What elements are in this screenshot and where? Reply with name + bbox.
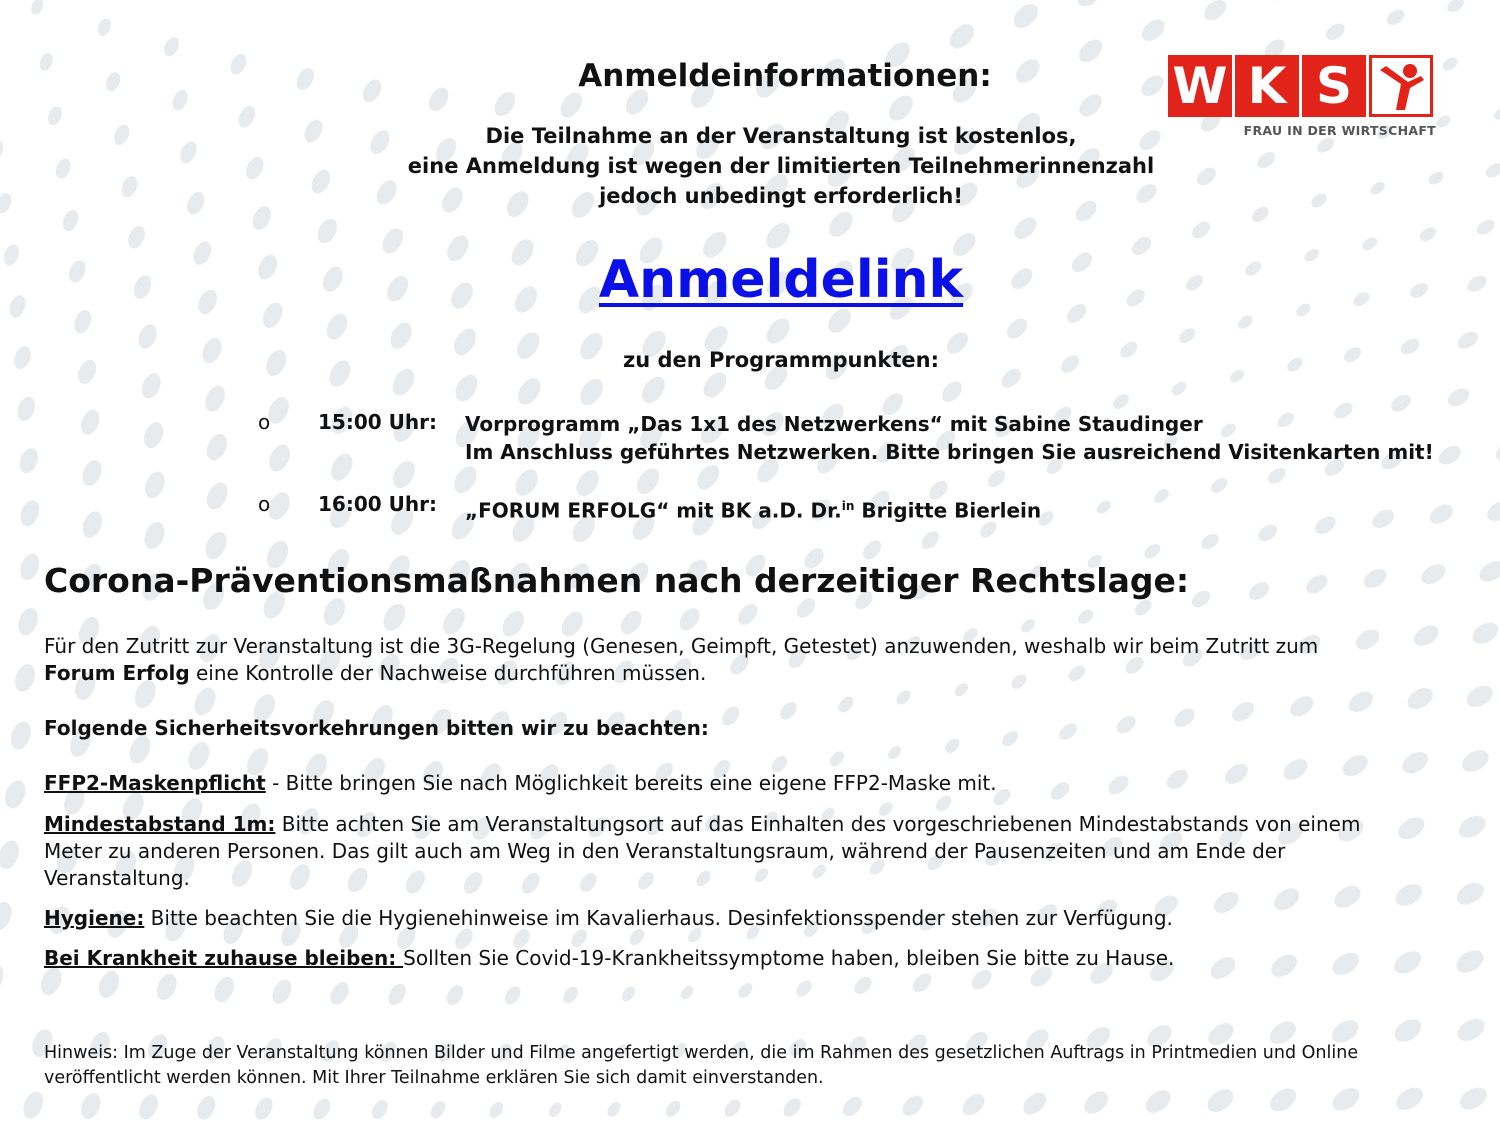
logo-tagline: FRAU IN DER WIRTSCHAFT <box>1243 123 1436 138</box>
forum-erfolg-bold: Forum Erfolg <box>44 661 190 685</box>
title-suffix: in <box>841 499 855 513</box>
program-time: 15:00 Uhr: <box>318 410 437 434</box>
corona-intro <box>44 633 1384 687</box>
program-item <box>258 492 1408 522</box>
program-description-text: Brigitte Bierlein <box>854 498 1042 523</box>
photo-notice: Hinweis: Im Zuge der Veranstaltung können Bilder und Filme angefertigt werden, die im Rahmen des gesetzlichen Auftrags in Printmedien und Online veröffentlicht werden können. Mit Ihrer Teilnahme erklären Sie sich damit einverstanden. <box>44 1043 1359 1088</box>
program-item <box>258 410 1434 470</box>
rule-label: Bei Krankheit zuhause bleiben: <box>44 946 404 970</box>
rule-item <box>44 905 1384 932</box>
rule-label: Hygiene: <box>44 906 145 930</box>
rule-text: Bitte beachten Sie die Hygienehinweise im Kavalierhaus. Desinfektionsspender stehen zur Verfügung. <box>144 906 1173 930</box>
rule-text: - Bitte bringen Sie nach Möglichkeit bereits eine eigene FFP2-Maske mit. <box>265 771 997 795</box>
bullet: o <box>258 410 271 434</box>
registration-intro <box>0 121 1500 211</box>
registration-link[interactable]: Anmeldelink <box>598 250 964 310</box>
rule-item <box>44 811 1374 892</box>
program-time: 16:00 Uhr: <box>318 492 437 516</box>
intro-line: eine Anmeldung ist wegen der limitierten Teilnehmerinnenzahl <box>407 154 1155 178</box>
bullet: o <box>258 492 271 516</box>
rule-item <box>44 945 1384 972</box>
program-heading: zu den Programmpunkten: <box>622 348 940 372</box>
registration-link-container <box>0 250 1500 310</box>
intro-line: Die Teilnahme an der Veranstaltung ist kostenlos, <box>485 124 1077 148</box>
program-description-line: Im Anschluss geführtes Netzwerken. Bitte bringen Sie ausreichend Visitenkarten mit! <box>465 440 1434 464</box>
intro-line: jedoch unbedingt erforderlich! <box>599 184 963 208</box>
page-title: Anmeldeinformationen: <box>578 58 992 94</box>
program-description <box>465 492 1041 525</box>
program-description-text: „FORUM ERFOLG“ mit BK a.D. Dr. <box>465 498 842 523</box>
corona-section-title: Corona-Präventionsmaßnahmen nach derzeitiger Rechtslage: <box>44 561 1190 600</box>
rule-text: Sollten Sie Covid-19-Krankheitssymptome haben, bleiben Sie bitte zu Hause. <box>403 946 1175 970</box>
precautions-heading: Folgende Sicherheitsvorkehrungen bitten wir zu beachten: <box>44 716 709 740</box>
program-description-line: Vorprogramm „Das 1x1 des Netzwerkens“ mit Sabine Staudinger <box>465 412 1203 436</box>
rule-text: Bitte achten Sie am Veranstaltungsort auf das Einhalten des vorgeschriebenen Mindestabstands von einem Meter zu anderen Personen. Das gilt auch am Weg in den Veranstaltungsraum, während der Pausenzeiten und am Ende der Veranstaltung. <box>44 812 1361 890</box>
rule-label: Mindestabstand 1m: <box>44 812 276 836</box>
logo-letter-k: K <box>1235 55 1299 117</box>
rule-item <box>44 770 1384 797</box>
rule-label: FFP2-Maskenpflicht <box>44 771 266 795</box>
program-description <box>465 410 1434 466</box>
logo-letter-s: S <box>1302 55 1366 117</box>
logo-letter-w: W <box>1168 55 1232 117</box>
corona-intro-text: eine Kontrolle der Nachweise durchführen müssen. <box>189 661 707 685</box>
corona-intro-text: Für den Zutritt zur Veranstaltung ist die 3G-Regelung (Genesen, Geimpft, Getestet) anzuwenden, weshalb wir beim Zutritt zum <box>44 634 1319 658</box>
